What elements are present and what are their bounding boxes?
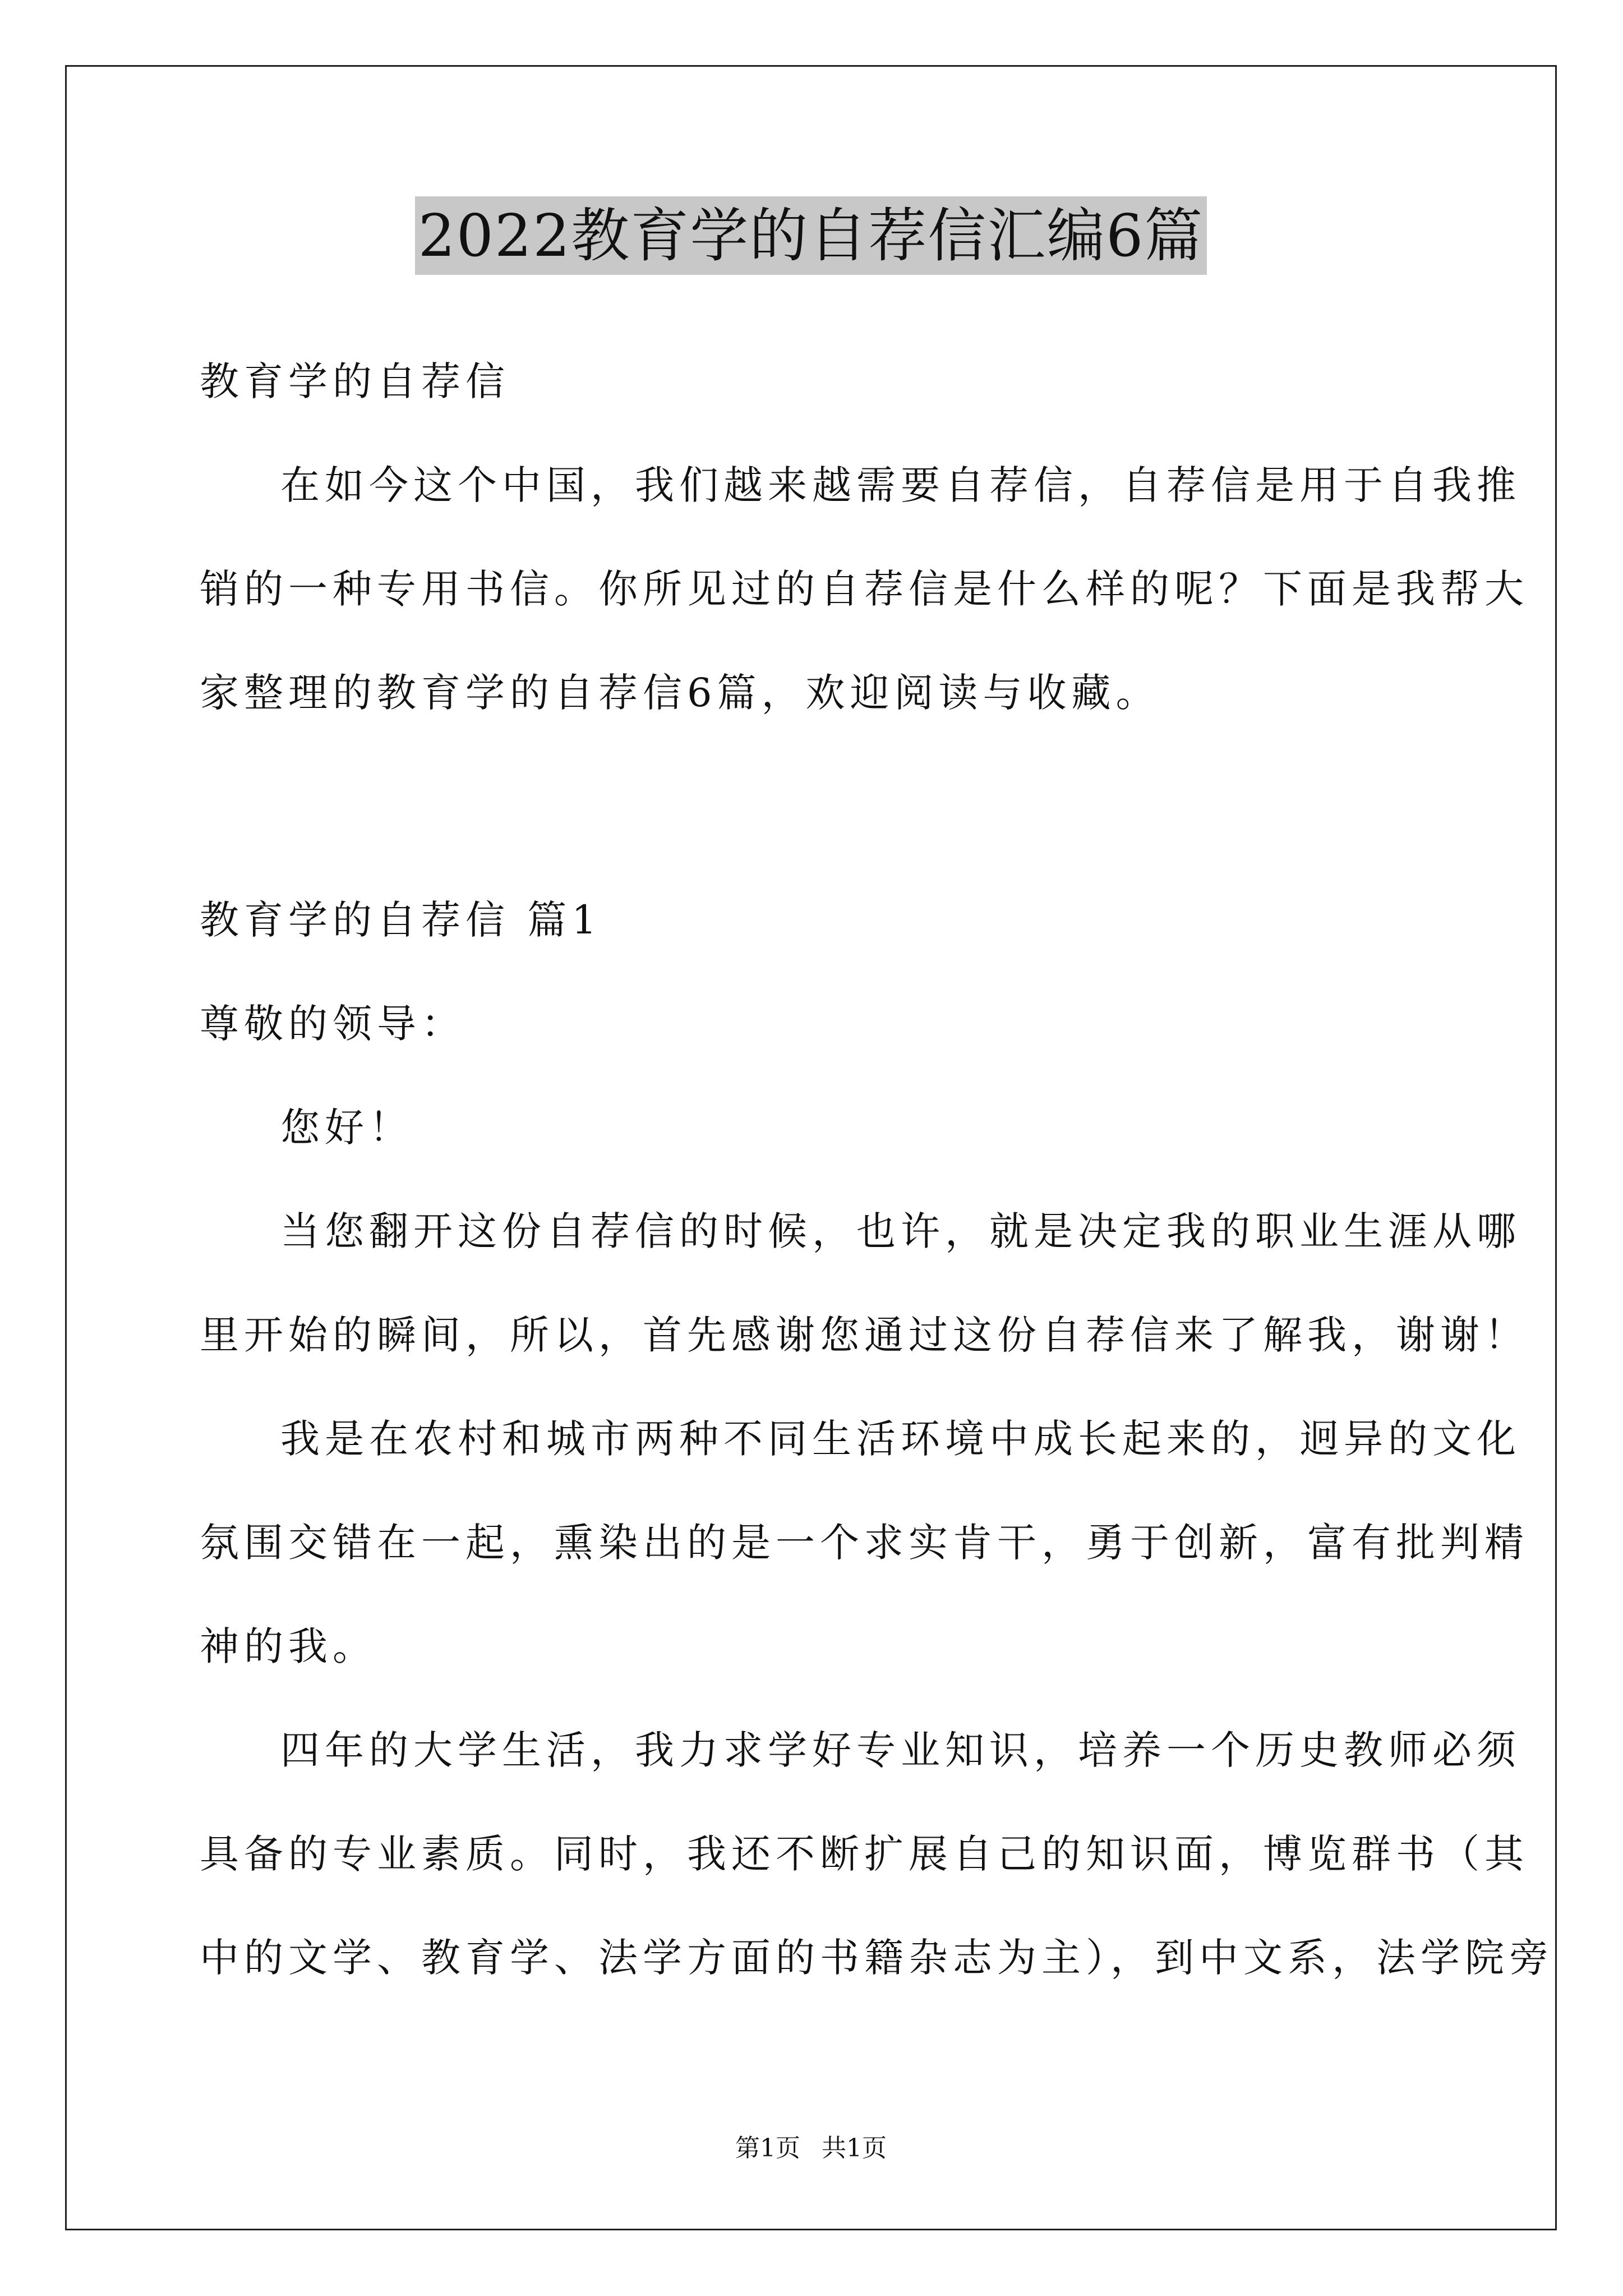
intro-line: 销的一种专用书信。你所见过的自荐信是什么样的呢？下面是我帮大 (200, 566, 1529, 612)
greeting: 您好！ (280, 1105, 413, 1151)
paragraph-line: 我是在农村和城市两种不同生活环境中成长起来的，迥异的文化 (280, 1416, 1521, 1462)
paragraph-line: 中的文学、教育学、法学方面的书籍杂志为主），到中文系，法学院旁 (200, 1935, 1553, 1981)
letter-section-title: 教育学的自荐信 篇1 (200, 897, 602, 943)
paragraph-line: 里开始的瞬间，所以，首先感谢您通过这份自荐信来了解我，谢谢！ (200, 1312, 1529, 1358)
page-total: 共1页 (822, 2134, 887, 2162)
page-number: 第1页 (735, 2134, 800, 2162)
page-footer (65, 2132, 1557, 2165)
salutation: 尊敬的领导： (200, 1001, 465, 1047)
paragraph-line: 四年的大学生活，我力求学好专业知识，培养一个历史教师必须 (280, 1727, 1521, 1773)
document-title: 2022教育学的自荐信汇编6篇 (415, 196, 1207, 275)
paragraph-line: 当您翻开这份自荐信的时候，也许，就是决定我的职业生涯从哪 (280, 1208, 1521, 1254)
paragraph-line: 氛围交错在一起，熏染出的是一个求实肯干，勇于创新，富有批判精 (200, 1520, 1529, 1566)
section-heading: 教育学的自荐信 (200, 358, 510, 404)
paragraph-line: 具备的专业素质。同时，我还不断扩展自己的知识面，博览群书（其 (200, 1831, 1529, 1877)
title-container (65, 196, 1557, 275)
paragraph-line: 神的我。 (200, 1623, 377, 1669)
intro-line: 在如今这个中国，我们越来越需要自荐信，自荐信是用于自我推 (280, 462, 1521, 508)
intro-line: 家整理的教育学的自荐信6篇，欢迎阅读与收藏。 (200, 670, 1160, 716)
